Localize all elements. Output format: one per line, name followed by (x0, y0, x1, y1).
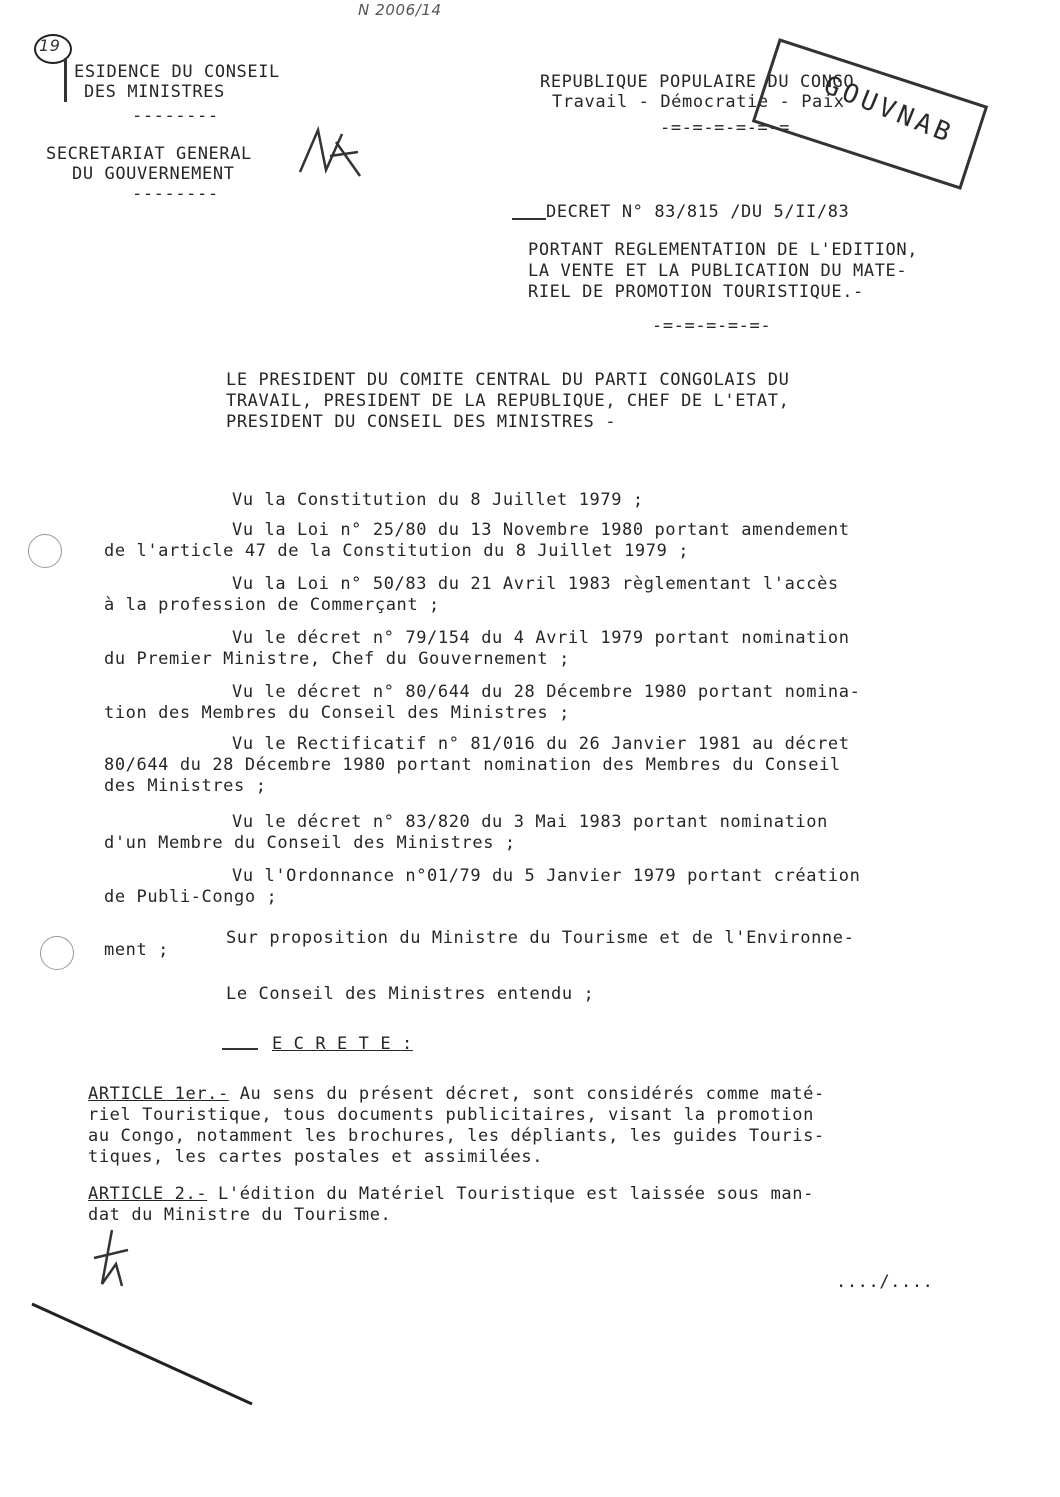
article-1-line-1 (88, 1084, 825, 1104)
handwritten-reference: N 2006/14 (358, 1, 442, 19)
visa-4a: Vu le décret n° 79/154 du 4 Avril 1979 portant nomination (232, 628, 850, 648)
header-left-rule1: -------- (132, 106, 219, 126)
stamp-text: GOUVNAB (819, 70, 959, 150)
decree-subject-1: PORTANT REGLEMENTATION DE L'EDITION, (528, 240, 919, 260)
article-2-label: ARTICLE 2.- (88, 1184, 208, 1204)
visa-3a: Vu la Loi n° 50/83 du 21 Avril 1983 règlementant l'accès (232, 574, 839, 594)
article-1-text-1: Au sens du présent décret, sont considérés comme maté- (228, 1084, 825, 1104)
visa-5a: Vu le décret n° 80/644 du 28 Décembre 1980 portant nomina- (232, 682, 861, 702)
article-1-line-3: au Congo, notamment les brochures, les dépliants, les guides Touris- (88, 1126, 825, 1146)
visa-2b: de l'article 47 de la Constitution du 8 Juillet 1979 ; (104, 541, 690, 561)
visa-9a: Sur proposition du Ministre du Tourisme et de l'Environne- (226, 928, 855, 948)
decrete-heading: E C R E T E : (272, 1034, 413, 1054)
initials-signature (290, 112, 370, 192)
visa-4b: du Premier Ministre, Chef du Gouvernement ; (104, 649, 570, 669)
visa-2a: Vu la Loi n° 25/80 du 13 Novembre 1980 portant amendement (232, 520, 850, 540)
margin-signature (82, 1224, 152, 1304)
decree-subject-3: RIEL DE PROMOTION TOURISTIQUE.- (528, 282, 864, 302)
visa-6b: 80/644 du 28 Décembre 1980 portant nomination des Membres du Conseil (104, 755, 841, 775)
decree-number: DECRET N° 83/815 /DU 5/II/83 (546, 202, 850, 222)
article-2-text-1: L'édition du Matériel Touristique est laissée sous man- (207, 1184, 814, 1204)
visa-3b: à la profession de Commerçant ; (104, 595, 440, 615)
decree-prefix-mark (512, 200, 546, 220)
article-2-line-1 (88, 1184, 814, 1204)
visa-7a: Vu le décret n° 83/820 du 3 Mai 1983 portant nomination (232, 812, 828, 832)
article-2-line-2: dat du Ministre du Tourisme. (88, 1205, 392, 1225)
decree-subject-2: LA VENTE ET LA PUBLICATION DU MATE- (528, 261, 908, 281)
visa-6c: des Ministres ; (104, 776, 267, 796)
header-left-rule2: -------- (132, 184, 219, 204)
header-right-line1: REPUBLIQUE POPULAIRE DU CONGO (540, 72, 855, 92)
article-1-line-2: riel Touristique, tous documents publicitaires, visant la promotion (88, 1105, 814, 1125)
visa-1: Vu la Constitution du 8 Juillet 1979 ; (232, 490, 644, 510)
visa-10: Le Conseil des Ministres entendu ; (226, 984, 595, 1004)
header-left-line1: ESIDENCE DU CONSEIL (74, 62, 280, 82)
visa-5b: tion des Membres du Conseil des Ministres ; (104, 703, 570, 723)
punch-hole-top (28, 534, 62, 568)
visa-8b: de Publi-Congo ; (104, 887, 278, 907)
visa-7b: d'un Membre du Conseil des Ministres ; (104, 833, 516, 853)
decrete-prefix-mark (222, 1030, 258, 1050)
page-continuation: ..../.... (836, 1272, 934, 1292)
president-line1: LE PRESIDENT DU COMITE CENTRAL DU PARTI CONGOLAIS DU (226, 370, 790, 390)
header-left-line3: SECRETARIAT GENERAL (46, 144, 252, 164)
president-line3: PRESIDENT DU CONSEIL DES MINISTRES - (226, 412, 617, 432)
article-1-line-4: tiques, les cartes postales et assimilées. (88, 1147, 544, 1167)
president-line2: TRAVAIL, PRESIDENT DE LA REPUBLIQUE, CHEF DE L'ETAT, (226, 391, 790, 411)
decree-rule: -=-=-=-=-=- (652, 316, 772, 336)
visa-6a: Vu le Rectificatif n° 81/016 du 26 Janvier 1981 au décret (232, 734, 850, 754)
diagonal-stroke (28, 1300, 258, 1410)
folio-number: 19 (39, 36, 61, 55)
header-right-rule: -=-=-=-=-=-= (660, 118, 791, 138)
visa-8a: Vu l'Ordonnance n°01/79 du 5 Janvier 1979 portant création (232, 866, 861, 886)
article-1-label: ARTICLE 1er.- (88, 1084, 229, 1104)
punch-hole-bottom (40, 936, 74, 970)
header-left-line4: DU GOUVERNEMENT (72, 164, 235, 184)
margin-stroke (64, 58, 67, 102)
header-left-line2: DES MINISTRES (84, 82, 225, 102)
header-right-line2: Travail - Démocratie - Paix (552, 92, 845, 112)
visa-9b: ment ; (104, 940, 170, 960)
